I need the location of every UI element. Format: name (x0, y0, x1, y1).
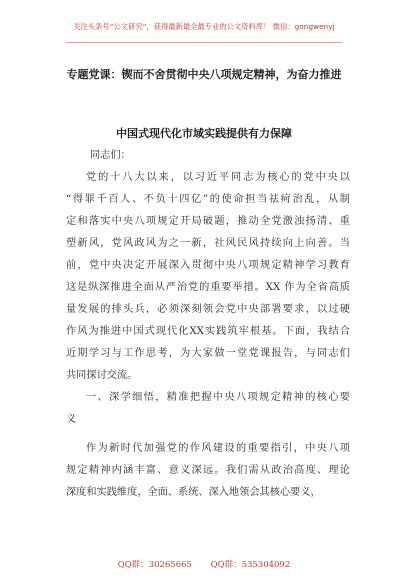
text-line: “得罪千百人、不负十四亿”的使命担当祛疴治乱，从制 (66, 194, 350, 205)
top-banner: 关注头条号“公文研究”，获得最新最全最专业的公文资料库！ 微信：gongwenyj (73, 22, 335, 31)
top-divider (66, 42, 342, 43)
text-line: 规定精神内涵丰富、意义深远。我们需从政治高度、理论 (66, 465, 350, 476)
qq-group-2: QQ群：535304092 (210, 560, 291, 570)
text-line: 前，党中央决定开展深入贯彻中央八项规定精神学习教育 (66, 260, 350, 271)
text-line: 义 (66, 414, 77, 425)
text-line: 定和落实中央八项规定开局破题，推动全党激浊扬清、重 (66, 216, 350, 227)
text-line: 一、深学细悟，精准把握中央八项规定精神的核心要 (86, 392, 350, 403)
text-line: 深度和实践维度，全面、系统、深入地领会其核心要义， (66, 487, 321, 498)
salutation: 同志们： (90, 150, 131, 161)
document-title-line-1: 专题党课：锲而不舍贯彻中央八项规定精神，为奋力推进 (66, 68, 342, 81)
text-line: 作为新时代加强党的作风建设的重要指引，中央八项 (86, 443, 350, 454)
document-title-line-2: 中国式现代化市域实践提供有力保障 (116, 127, 292, 140)
text-line: 塑新风，党风政风为之一新，社风民风持续向上向善。当 (66, 238, 350, 249)
text-line: 这是纵深推进全面从严治党的重要举措。XX 作为全省高质 (66, 282, 350, 293)
text-line: 共同探讨交流。 (66, 370, 138, 381)
text-line: 量发展的排头兵，必须深刻领会党中央部署要求，以过硬 (66, 304, 350, 315)
text-line: 近期学习与工作思考，为大家做一堂党课报告，与同志们 (66, 348, 350, 359)
text-line: 党的十八大以来，以习近平同志为核心的党中央以 (86, 172, 350, 183)
footer-contact (0, 558, 408, 570)
text-line: 作风为推进中国式现代化XX实践筑牢根基。下面，我结合 (66, 326, 350, 337)
qq-group-1: QQ群：30265665 (117, 560, 192, 570)
